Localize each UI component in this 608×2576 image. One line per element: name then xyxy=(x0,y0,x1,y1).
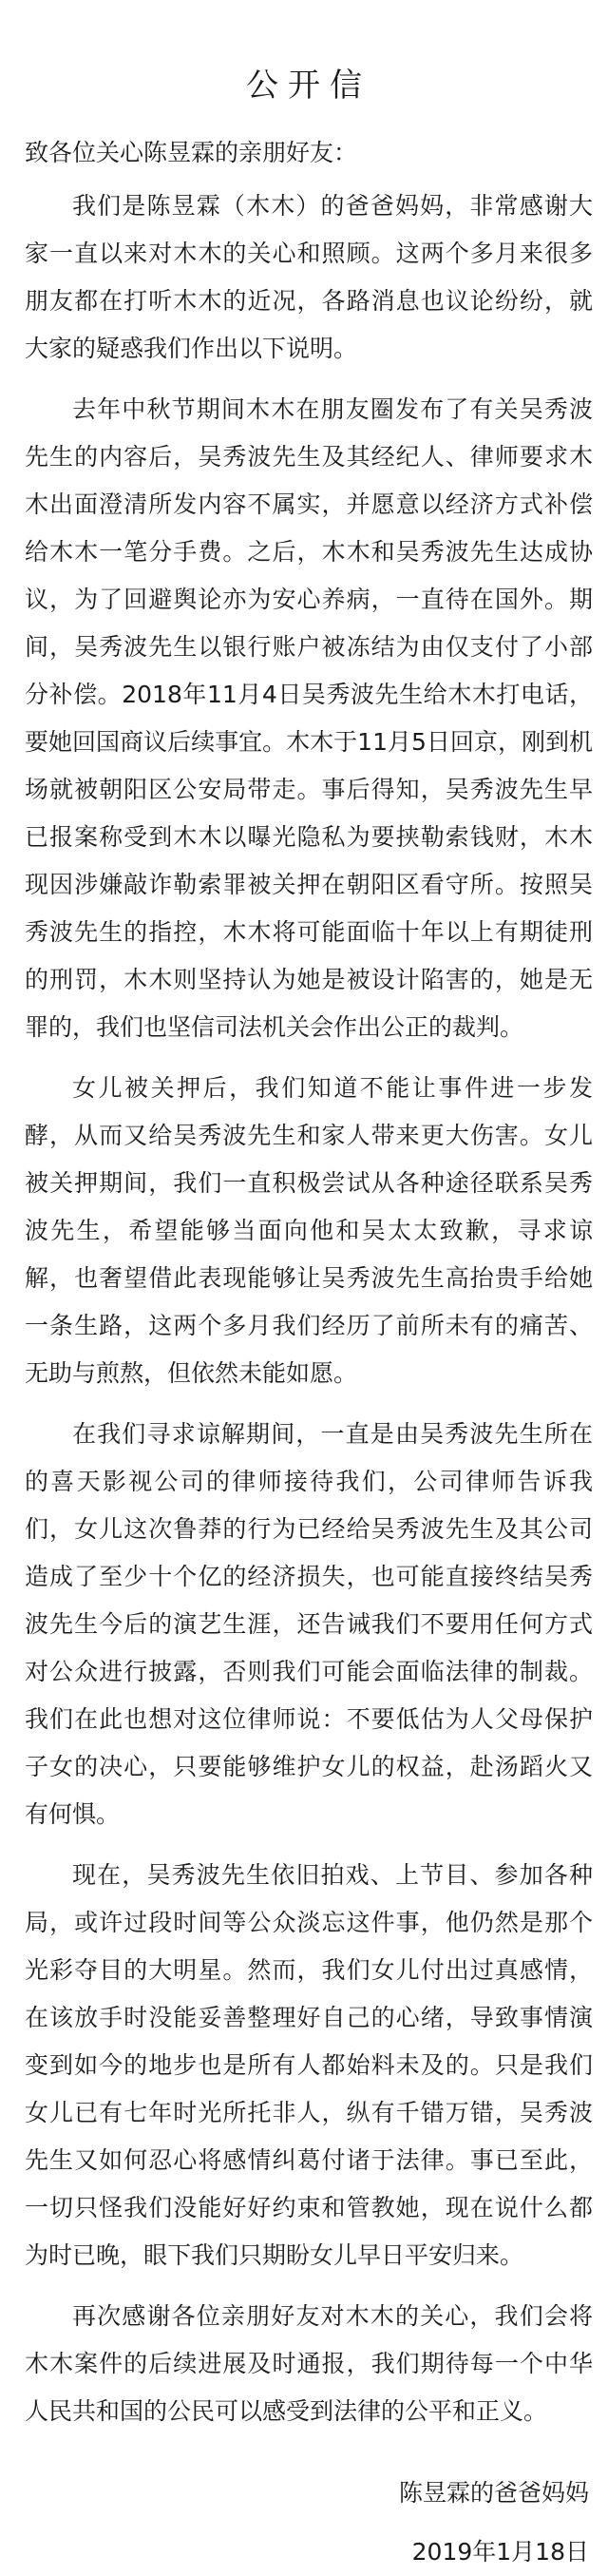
letter-title: 公开信 xyxy=(246,67,371,105)
letter-signature: 陈昱霖的爸爸妈妈 xyxy=(398,2479,589,2507)
letter-paragraph-1: 我们是陈昱霖（木木）的爸爸妈妈，非常感谢大家一直以来对木木的关心和照顾。这两个多月来很多朋友都在打听木木的近况，各路消息也议论纷纷，就大家的疑惑我们作出以下说明。 xyxy=(25,192,593,362)
letter-paragraph-4: 在我们寻求谅解期间，一直是由吴秀波先生所在的喜天影视公司的律师接待我们，公司律师告诉我们，女儿这次鲁莽的行为已经给吴秀波先生及其公司造成了至少十个亿的经济损失，也可能直接终结吴秀波先生今后的演艺生涯，还告诫我们不要用任何方式对公众进行披露，否则我们可能会面临法律的制裁。我们在此也想对这位律师说：不要低估为人父母保护子女的决心，只要能够维护女儿的权益，赴汤蹈火又有何惧。 xyxy=(25,1420,593,1828)
letter-date: 2019年1月18日 xyxy=(411,2538,589,2566)
letter-paragraph-5: 现在，吴秀波先生依旧拍戏、上节目、参加各种局，或许过段时间等公众淡忘这件事，他仍然是那个光彩夺目的大明星。然而，我们女儿付出过真感情，在该放手时没能妥善整理好自己的心绪，导致事情演变到如今的地步也是所有人都始料未及的。只是我们女儿已有七年时光所托非人，纵有千错万错，吴秀波先生又如何忍心将感情纠葛付诸于法律。事已至此，一切只怪我们没能好好约束和管教她，现在说什么都为时已晚，眼下我们只期盼女儿早日平安归来。 xyxy=(25,1861,593,2269)
letter-paragraph-6: 再次感谢各位亲朋好友对木木的关心，我们会将木木案件的后续进展及时通报，我们期待每一个中华人民共和国的公民可以感受到法律的公平和正义。 xyxy=(25,2302,593,2425)
letter-salutation: 致各位关心陈昱霖的亲朋好友： xyxy=(25,139,358,166)
letter-paragraph-3: 女儿被关押后，我们知道不能让事件进一步发酵，从而又给吴秀波先生和家人带来更大伤害。女儿被关押期间，我们一直积极尝试从各种途径联系吴秀波先生，希望能够当面向他和吴太太致歉，寻求谅解，也奢望借此表现能够让吴秀波先生高抬贵手给她一条生路，这两个多月我们经历了前所未有的痛苦、无助与煎熬，但依然未能如愿。 xyxy=(25,1074,593,1387)
letter-paragraph-2: 去年中秋节期间木木在朋友圈发布了有关吴秀波先生的内容后，吴秀波先生及其经纪人、律师要求木木出面澄清所发内容不属实，并愿意以经济方式补偿给木木一笔分手费。之后，木木和吴秀波先生达成协议，为了回避舆论亦为安心养病，一直待在国外。期间，吴秀波先生以银行账户被冻结为由仅支付了小部分补偿。2018年11月4日吴秀波先生给木木打电话，要她回国商议后续事宜。木木于11月5日回京，刚到机场就被朝阳区公安局带走。事后得知，吴秀波先生早已报案称受到木木以曝光隐私为要挟勒索钱财，木木现因涉嫌敲诈勒索罪被关押在朝阳区看守所。按照吴秀波先生的指控，木木将可能面临十年以上有期徒刑的刑罚，木木则坚持认为她是被设计陷害的，她是无罪的，我们也坚信司法机关会作出公正的裁判。 xyxy=(25,395,593,1041)
